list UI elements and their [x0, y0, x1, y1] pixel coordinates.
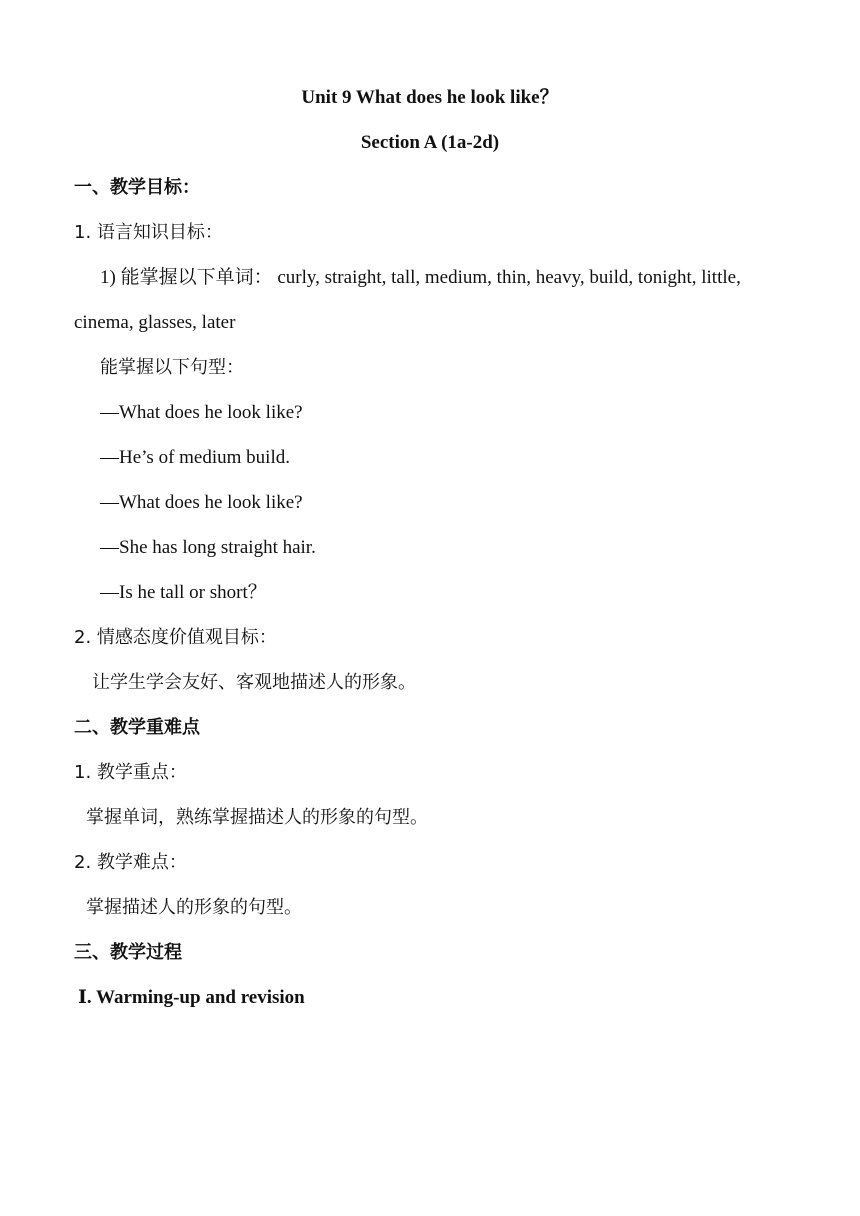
section-heading-objectives: 一、教学目标：: [74, 177, 200, 198]
key-point-label: 1. 教学重点：: [74, 762, 187, 783]
sentence-pattern: —Is he tall or short？: [100, 582, 267, 603]
document-subtitle: Section A (1a-2d): [360, 132, 500, 153]
document-title: Unit 9 What does he look like？: [301, 87, 559, 108]
vocabulary-line-1: 1) 能掌握以下单词： curly, straight, tall, medium, thin, heavy, build, tonight, little,: [100, 267, 741, 288]
objective-label-language: 1. 语言知识目标：: [74, 222, 223, 243]
sentence-pattern: —She has long straight hair.: [100, 537, 316, 558]
section-heading-key-points: 二、教学重难点: [74, 717, 200, 738]
difficult-point-label: 2. 教学难点：: [74, 852, 187, 873]
objective-text-attitude: 让学生学会友好、客观地描述人的形象。: [92, 672, 416, 693]
difficult-point-text: 掌握描述人的形象的句型。: [86, 897, 302, 918]
key-point-text: 掌握单词，熟练掌握描述人的形象的句型。: [86, 807, 428, 828]
sentence-patterns-label: 能掌握以下句型：: [100, 357, 244, 378]
sentence-pattern: —What does he look like?: [100, 492, 303, 513]
section-heading-process: 三、教学过程: [74, 942, 182, 963]
sentence-pattern: —What does he look like?: [100, 402, 303, 423]
sentence-pattern: —He’s of medium build.: [100, 447, 290, 468]
step-heading-warming-up: Ⅰ. Warming-up and revision: [78, 987, 305, 1008]
objective-label-attitude: 2. 情感态度价值观目标：: [74, 627, 277, 648]
vocabulary-line-2: cinema, glasses, later: [74, 312, 236, 333]
